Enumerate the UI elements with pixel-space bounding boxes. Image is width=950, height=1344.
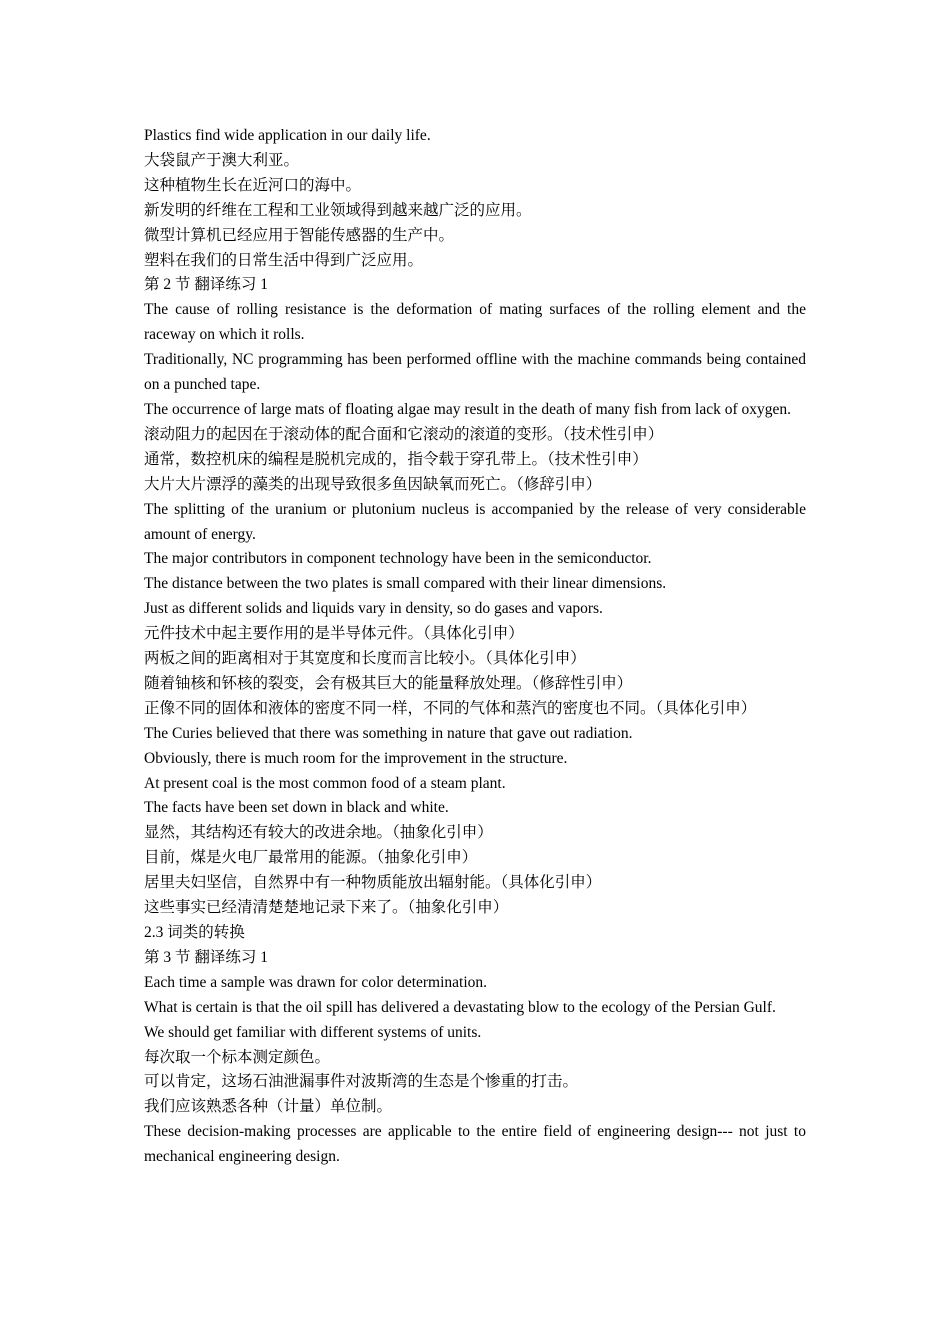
text-line: The splitting of the uranium or plutonium nucleus is accompanied by the release of very considerable amount of energy. [144, 500, 806, 543]
text-line: The major contributors in component technology have been in the semiconductor. [144, 550, 652, 568]
text-line: 两板之间的距离相对于其宽度和长度而言比较小。（具体化引申） [144, 650, 586, 668]
text-line: At present coal is the most common food of a steam plant. [144, 774, 506, 792]
text-line: 第 3 节 翻译练习 1 [144, 948, 269, 966]
text-line: The occurrence of large mats of floating algae may result in the death of many fish from lack of oxygen. [144, 400, 792, 418]
text-line: 大袋鼠产于澳大利亚。 [144, 151, 300, 169]
text-line: 大片大片漂浮的藻类的出现导致很多鱼因缺氧而死亡。（修辞引申） [144, 475, 602, 493]
text-line: 我们应该熟悉各种（计量）单位制。 [144, 1098, 393, 1116]
text-line: The facts have been set down in black and white. [144, 799, 449, 817]
text-line: These decision-making processes are applicable to the entire field of engineering design--- not just to mechanical engineering design. [144, 1123, 806, 1166]
text-line: 新发明的纤维在工程和工业领域得到越来越广泛的应用。 [144, 201, 532, 219]
text-line: What is certain is that the oil spill has delivered a devastating blow to the ecology of the Persian Gulf. [144, 998, 776, 1016]
text-line: Just as different solids and liquids vary in density, so do gases and vapors. [144, 600, 603, 618]
text-line: 这种植物生长在近河口的海中。 [144, 176, 362, 194]
text-line: Traditionally, NC programming has been performed offline with the machine commands being contained on a punched tape. [144, 351, 806, 394]
document-body [144, 124, 806, 1170]
text-line: Plastics find wide application in our daily life. [144, 127, 431, 144]
text-line: 微型计算机已经应用于智能传感器的生产中。 [144, 226, 455, 244]
text-line: The Curies believed that there was something in nature that gave out radiation. [144, 724, 633, 742]
text-line: 这些事实已经清清楚楚地记录下来了。（抽象化引申） [144, 899, 509, 917]
text-line: Obviously, there is much room for the improvement in the structure. [144, 749, 568, 767]
text-line: The cause of rolling resistance is the deformation of mating surfaces of the rolling element and the raceway on which it rolls. [144, 301, 806, 344]
text-line: 可以肯定，这场石油泄漏事件对波斯湾的生态是个惨重的打击。 [144, 1073, 579, 1091]
text-line: 随着铀核和钚核的裂变，会有极其巨大的能量释放处理。（修辞性引申） [144, 674, 633, 692]
text-line: 第 2 节 翻译练习 1 [144, 276, 269, 294]
text-line: We should get familiar with different systems of units. [144, 1023, 482, 1041]
text-line: 塑料在我们的日常生活中得到广泛应用。 [144, 251, 424, 269]
text-line: Each time a sample was drawn for color determination. [144, 973, 488, 991]
text-line: 每次取一个标本测定颜色。 [144, 1048, 331, 1066]
text-line: 居里夫妇坚信，自然界中有一种物质能放出辐射能。（具体化引申） [144, 874, 602, 892]
text-line: 正像不同的固体和液体的密度不同一样，不同的气体和蒸汽的密度也不同。（具体化引申） [144, 699, 757, 717]
text-line: 滚动阻力的起因在于滚动体的配合面和它滚动的滚道的变形。（技术性引申） [144, 425, 664, 443]
text-line: 通常，数控机床的编程是脱机完成的，指令载于穿孔带上。（技术性引申） [144, 450, 648, 468]
text-line: 显然，其结构还有较大的改进余地。（抽象化引申） [144, 824, 493, 842]
text-line: 2.3 词类的转换 [144, 924, 245, 941]
text-line: 元件技术中起主要作用的是半导体元件。（具体化引申） [144, 625, 524, 643]
text-line: 目前，煤是火电厂最常用的能源。（抽象化引申） [144, 849, 478, 867]
text-line: The distance between the two plates is small compared with their linear dimensions. [144, 575, 667, 593]
